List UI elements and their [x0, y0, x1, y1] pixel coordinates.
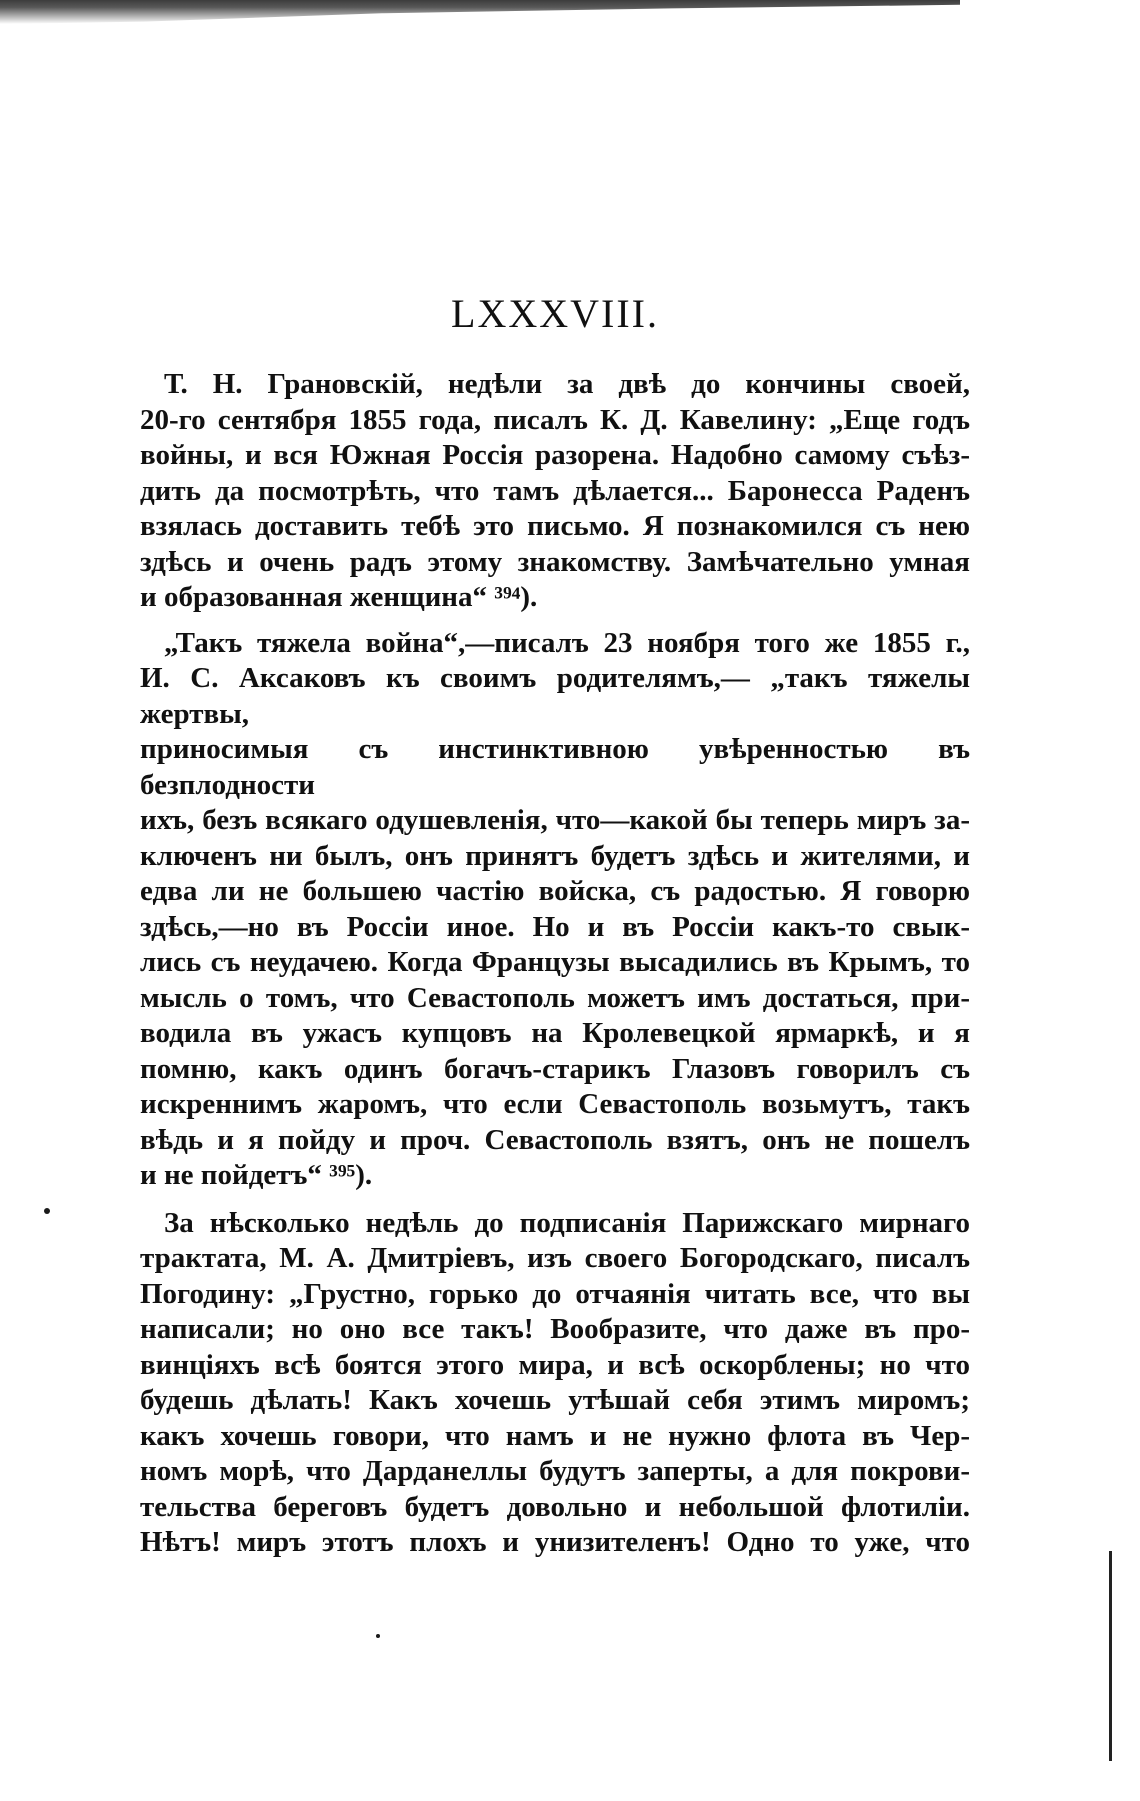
text-line: дить да посмотрѣть, что тамъ дѣлается... Баронесса Раденъ [140, 474, 970, 507]
text-line: здѣсь и очень радъ этому знакомству. Замѣчательно умная [140, 545, 970, 578]
text-line: здѣсь,—но въ Россіи иное. Но и въ Россіи какъ-то свык- [140, 910, 970, 943]
text-line: винціяхъ всѣ боятся этого мира, и всѣ оскорблены; но что [140, 1348, 970, 1381]
text-line: лись съ неудачею. Когда Французы высадились въ Крымъ, то [140, 946, 970, 978]
text-line: войны, и вся Южная Россія разорена. Надобно самому съѣз- [140, 439, 970, 471]
text-line: ключенъ ни былъ, онъ принятъ будетъ здѣсь и жителями, и [140, 839, 970, 872]
text-line: Нѣтъ! миръ этотъ плохъ и унизителенъ! Одно то уже, что [140, 1526, 970, 1558]
text-line: взялась доставить тебѣ это письмо. Я познакомился съ нею [140, 510, 970, 542]
scan-edge-shadow [0, 0, 960, 24]
text-line: написали; но оно все такъ! Вообразите, что даже въ про- [140, 1313, 970, 1345]
text-line: какъ хочешь говори, что намъ и не нужно флота въ Чер- [140, 1419, 970, 1452]
scan-speck [376, 1634, 380, 1638]
text-line: номъ морѣ, что Дарданеллы будутъ заперты, а для покрови- [140, 1455, 970, 1487]
text-line: „Такъ тяжела война“,—писалъ 23 ноября того же 1855 г., [164, 626, 970, 659]
scan-speck [44, 1208, 50, 1214]
paragraph [140, 1206, 970, 1561]
paragraph [140, 367, 970, 616]
text-line: И. С. Аксаковъ къ своимъ родителямъ,— „такъ тяжелы жертвы, [140, 662, 970, 730]
text-line: водила въ ужасъ купцовъ на Кролевецкой ярмаркѣ, и я [140, 1017, 970, 1049]
text-line: За нѣсколько недѣль до подписанія Парижскаго мирнаго [164, 1206, 970, 1239]
text-line: Т. Н. Грановскій, недѣли за двѣ до кончины своей, [164, 368, 970, 400]
chapter-heading: LXXXVIII. [451, 291, 659, 336]
paragraph [140, 626, 970, 1194]
text-line: и не пойдетъ“ ³⁹⁵). [140, 1159, 373, 1191]
text-line: и образованная женщина“ ³⁹⁴). [140, 581, 538, 613]
text-line: едва ли не большею частію войска, съ радостью. Я говорю [140, 875, 970, 907]
text-line: искреннимъ жаромъ, что если Севастополь возьмутъ, такъ [140, 1088, 970, 1120]
scan-edge-right-line [1109, 1551, 1112, 1761]
text-line: трактата, М. А. Дмитріевъ, изъ своего Богородскаго, писалъ [140, 1242, 970, 1274]
text-line: тельства береговъ будетъ довольно и небольшой флотиліи. [140, 1490, 970, 1523]
text-line: 20-го сентября 1855 года, писалъ К. Д. Кавелину: „Еще годъ [140, 403, 970, 436]
text-line: приносимыя съ инстинктивною увѣренностью въ безплодности [140, 733, 970, 801]
text-line: помню, какъ одинъ богачъ-старикъ Глазовъ говорилъ съ [140, 1052, 970, 1085]
text-line: мысль о томъ, что Севастополь можетъ имъ достаться, при- [140, 981, 970, 1014]
text-line: вѣдь и я пойду и проч. Севастополь взятъ, онъ не пошелъ [140, 1123, 970, 1156]
text-line: Погодину: „Грустно, горько до отчаянія читать все, что вы [140, 1277, 970, 1310]
text-line: будешь дѣлать! Какъ хочешь утѣшай себя этимъ миромъ; [140, 1384, 970, 1416]
page-body [140, 290, 970, 1575]
text-line: ихъ, безъ всякаго одушевленія, что—какой бы теперь миръ за- [140, 804, 970, 836]
